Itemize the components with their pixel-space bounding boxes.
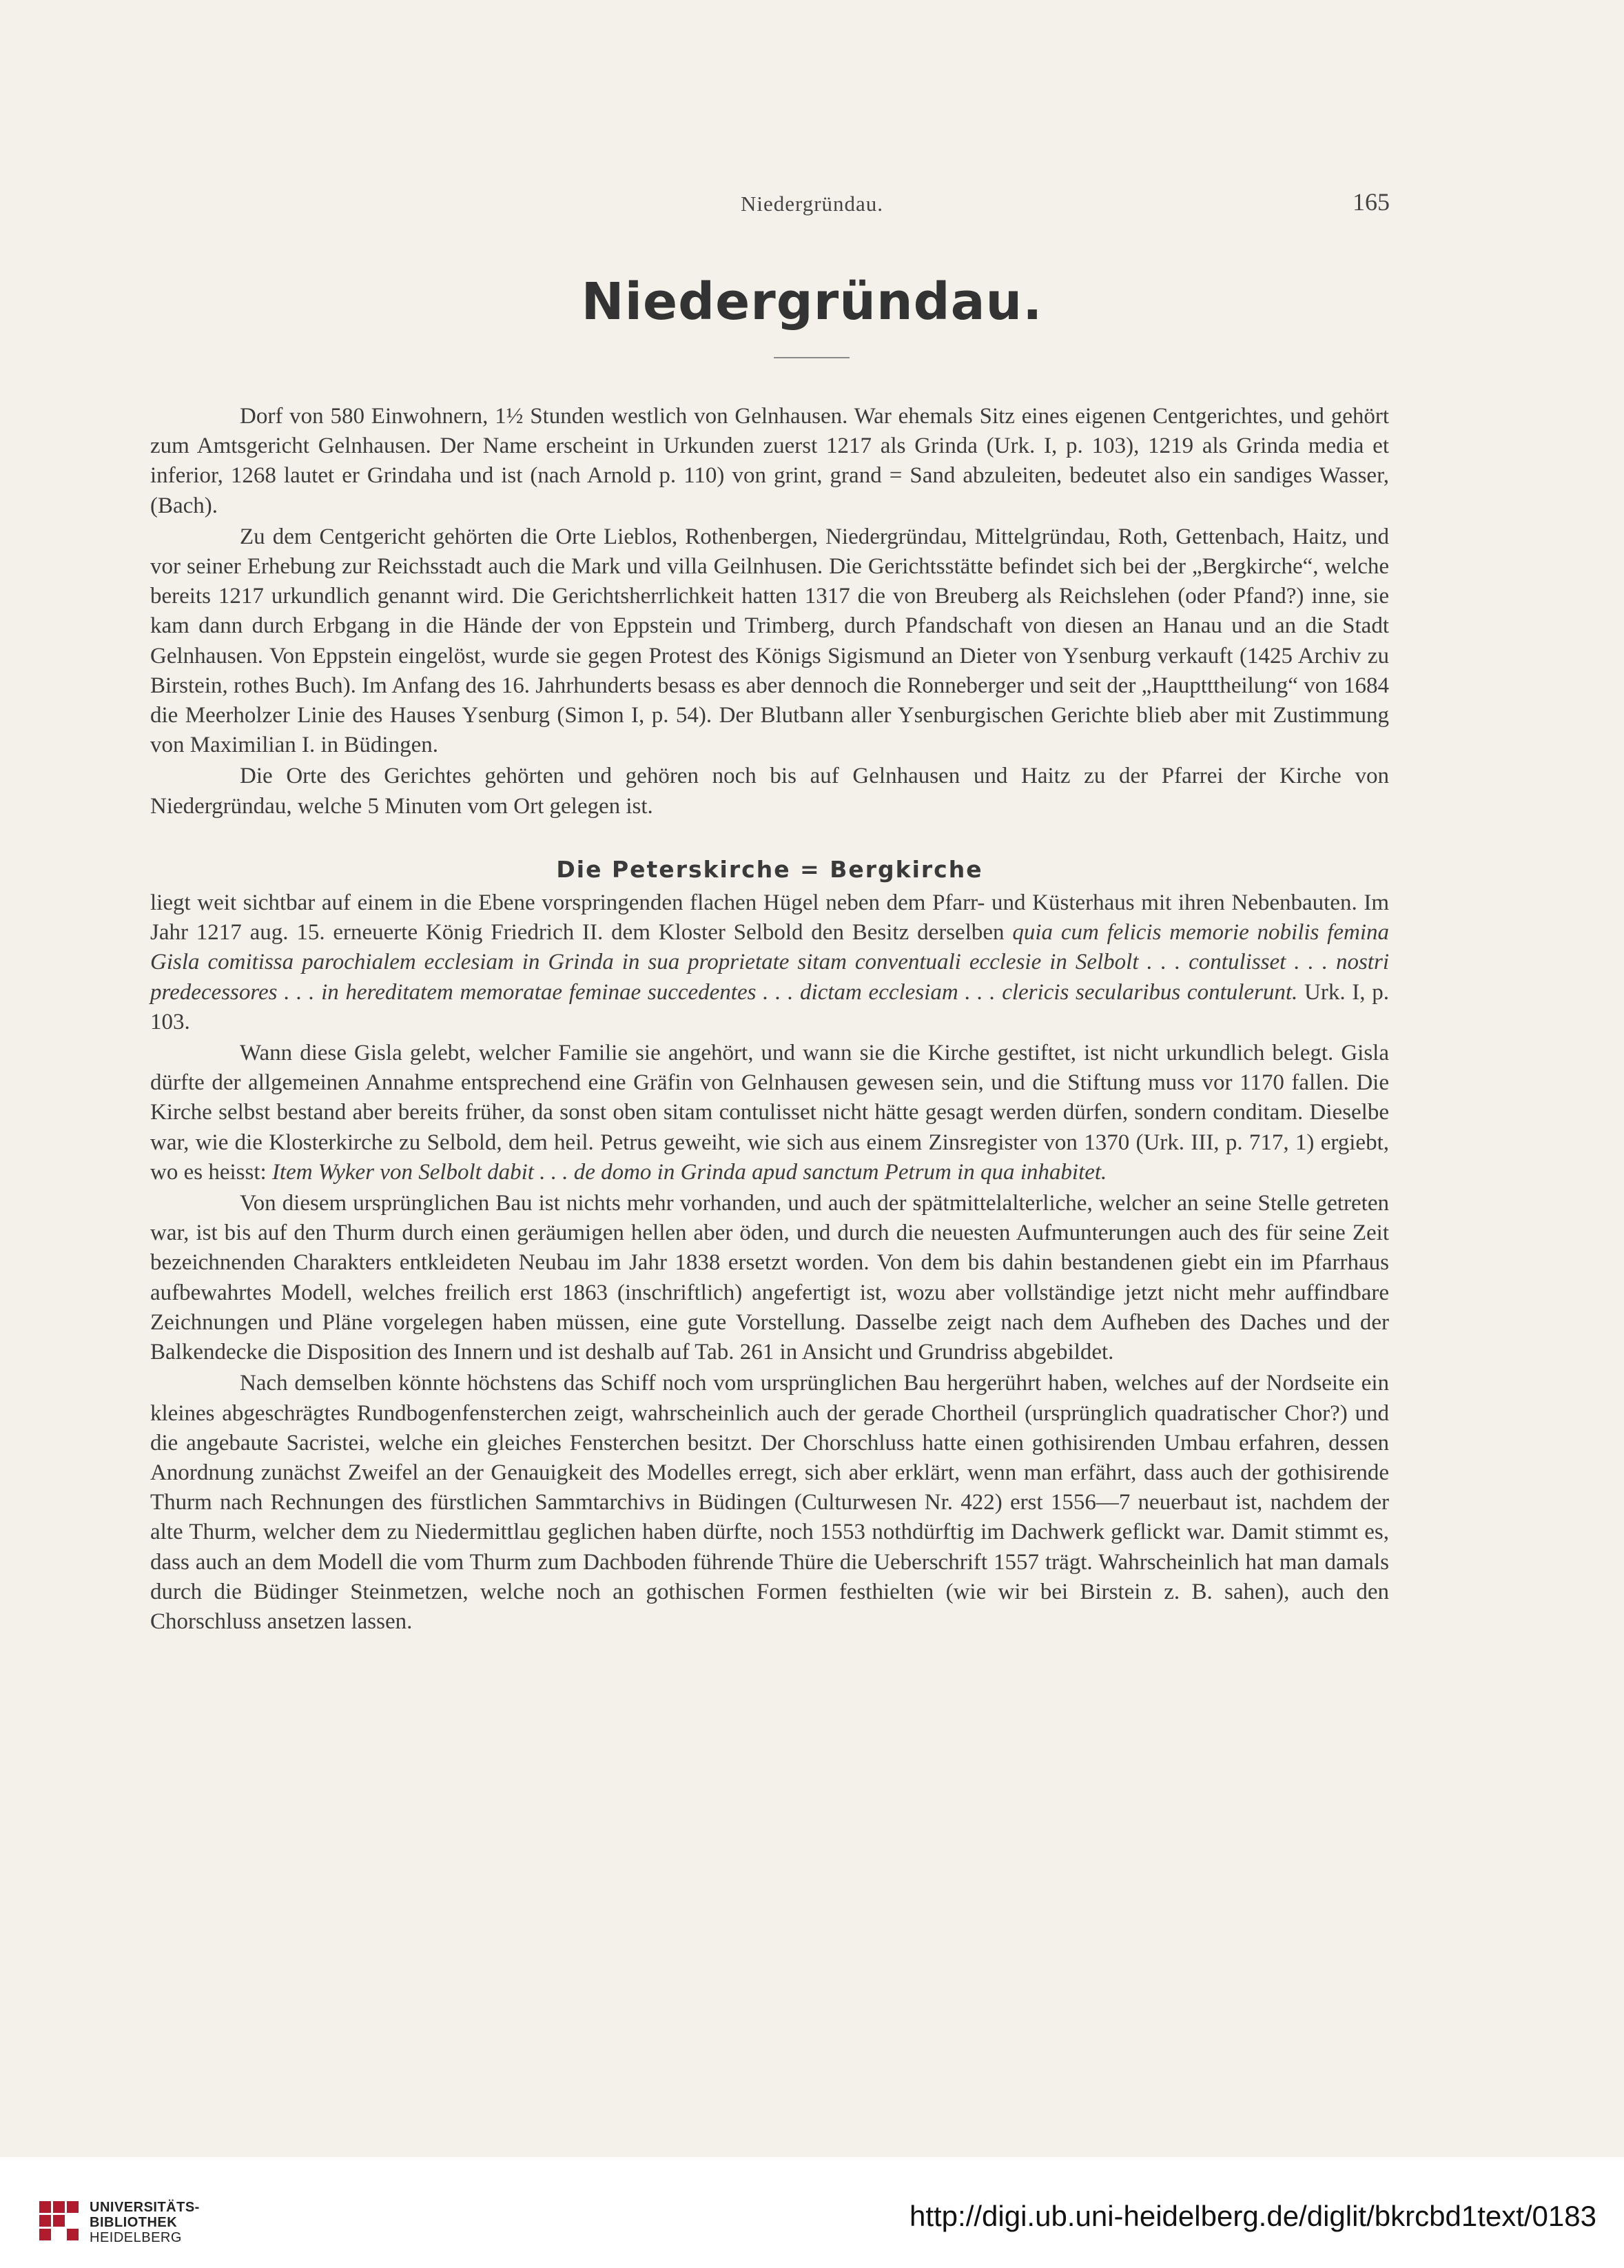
library-name-line: BIBLIOTHEK xyxy=(90,2215,178,2230)
reference: Urk. I, p. 103. xyxy=(150,979,1390,1034)
page-number: 165 xyxy=(1353,188,1390,216)
running-head-title: Niedergründau. xyxy=(740,192,884,216)
paragraph: Nach demselben könnte höchstens das Schiff noch vom ursprünglichen Bau hergerührt haben, welches auf der Nordseite ein kleines abgeschrägtes Rundbogenfensterchen zeigt, wahrscheinlich auch der gerade Chortheil (ursprünglich quadratischer Chor?) und die angebaute Sacristei, welche ein gleiches Fensterchen besitzt. Der Chorschluss hatte einen gothisirenden Umbau erfahren, dessen Anordnung zunächst Zweifel an der Genauigkeit des Modelles erregt, sich aber erklärt, wenn man erfährt, dass auch der gothisirende Thurm nach Rechnungen des fürstlichen Sammtarchivs in Büdingen (Culturwesen Nr. 422) erst 1556—7 neuerbaut ist, nachdem der alte Thurm, welcher dem zu Niedermittlau geglichen haben dürfte, noch 1553 nothdürftig im Dachwerk geflickt war. Damit stimmt es, dass auch an dem Modell die vom Thurm zum Dachboden führende Thüre die Ueberschrift 1557 trägt. Wahrscheinlich hat man damals durch die Büdinger Steinmetzen, welche noch an gothischen Formen festhielten (wie wir bei Birstein z. B. sahen), auch den Chorschluss ansetzen lassen. xyxy=(150,1371,1389,1634)
paragraph: Dorf von 580 Einwohnern, 1½ Stunden westlich von Gelnhausen. War ehemals Sitz eines eigenen Centgerichtes, und gehört zum Amtsgericht Gelnhausen. Der Name erscheint in Urkunden zuerst 1217 als Grinda (Urk. I, p. 103), 1219 als Grinda media et inferior, 1268 lautet er Grindaha und ist (nach Arnold p. 110) von grint, grand = Sand abzuleiten, bedeutet also ein sandiges Wasser, (Bach). xyxy=(150,404,1389,518)
running-head xyxy=(0,187,1624,222)
library-logo-icon xyxy=(38,2200,81,2243)
paragraph-text: liegt weit sichtbar auf einem in die Ebene vorspringenden flachen Hügel neben dem Pfarr- und Küsterhaus mit ihren Nebenbauten. Im Jahr 1217 aug. 15. erneuerte König Friedrich II. dem Kloster Selbold den Besitz derselben xyxy=(150,890,1389,946)
paragraph xyxy=(150,888,1389,1037)
footer-bar xyxy=(0,2157,1624,2268)
paragraph: Von diesem ursprünglichen Bau ist nichts mehr vorhanden, und auch der spätmittelalterliche, welcher an seine Stelle getreten war, ist bis auf den Thurm durch einen geräumigen hellen aber öden, und durch die neuesten Aufmunterungen auch des für seine Zeit bezeichnenden Charakters entkleideten Neubau im Jahr 1838 ersetzt worden. Von dem bis dahin bestandenen giebt ein im Pfarrhaus aufbewahrtes Modell, welches freilich erst 1863 (inschriftlich) angefertigt ist, wozu aber vollständige jetzt nicht mehr auffindbare Zeichnungen und Pläne vorgelegen haben müssen, eine gute Vorstellung. Dasselbe zeigt nach dem Aufheben des Daches und der Balkendecke die Disposition des Innern und ist deshalb auf Tab. 261 in Ansicht und Grundriss abgebildet. xyxy=(150,1191,1389,1365)
title-divider xyxy=(774,357,850,358)
source-url[interactable]: http://digi.ub.uni-heidelberg.de/diglit/bkrcbd1text/0183 xyxy=(909,2200,1596,2232)
body-text xyxy=(150,402,1389,1638)
latin-quote: quia cum felicis memorie nobilis femina Gisla comitissa parochialem ecclesiam in Grinda in sua proprietate sitam conventuali ecclesie in Selbolt . . . contulisset . . . nostri predecessores . . . in hereditatem memoratae feminae succedentes . . . dictam ecclesiam . . . clericis secularibus contulerunt. xyxy=(150,920,1390,1005)
paragraph: Zu dem Centgericht gehörten die Orte Lieblos, Rothenbergen, Niedergründau, Mittelgründau, Roth, Gettenbach, Haitz, und vor seiner Erhebung zur Reichsstadt auch die Mark und villa Geilnhusen. Die Gerichtsstätte befindet sich bei der „Bergkirche“, welche bereits 1217 urkundlich genannt wird. Die Gerichtsherrlichkeit hatten 1317 die von Breuberg als Reichslehen (oder Pfand?) inne, sie kam dann durch Erbgang in die Hände der von Eppstein und Trimberg, durch Pfandschaft von diesen an Hanau und an die Stadt Gelnhausen. Von Eppstein eingelöst, wurde sie gegen Protest des Königs Sigismund an Dieter von Ysenburg verkauft (1425 Archiv zu Birstein, rothes Buch). Im Anfang des 16. Jahrhunderts besass es aber dennoch die Ronneberger und seit der „Hauptttheilung“ von 1684 die Meerholzer Linie des Hauses Ysenburg (Simon I, p. 54). Der Blutbann aller Ysenburgischen Gerichte blieb aber mit Zustimmung von Maximilian I. in Büdingen. xyxy=(150,524,1389,758)
library-name-line: HEIDELBERG xyxy=(90,2230,182,2245)
section-heading: Die Peterskirche = Bergkirche xyxy=(556,855,983,883)
library-name xyxy=(90,2200,200,2245)
paragraph: Die Orte des Gerichtes gehörten und gehören noch bis auf Gelnhausen und Haitz zu der Pfarrei der Kirche von Niedergründau, welche 5 Minuten vom Ort gelegen ist. xyxy=(150,764,1389,819)
library-name-line: UNIVERSITÄTS- xyxy=(90,2200,200,2215)
latin-quote: Item Wyker von Selbolt dabit . . . de domo in Grinda apud sanctum Petrum in qua inhabitet. xyxy=(271,1159,1107,1185)
page-title: Niedergründau. xyxy=(581,272,1043,331)
paragraph xyxy=(150,1039,1389,1187)
paragraph-text: Wann diese Gisla gelebt, welcher Familie sie angehört, und wann sie die Kirche gestiftet, ist nicht urkundlich belegt. Gisla dürfte der allgemeinen Annahme entsprechend eine Gräfin von Gelnhausen gewesen sein, und die Stiftung muss vor 1170 fallen. Die Kirche selbst bestand aber bereits früher, da sonst oben sitam contulisset nicht hätte gesagt werden dürfen, sondern conditam. Dieselbe war, wie die Klosterkirche zu Selbold, dem heil. Petrus geweiht, wie sich aus einem Zinsregister von 1370 (Urk. III, p. 717, 1) ergiebt, wo es heisst: xyxy=(150,1041,1389,1185)
